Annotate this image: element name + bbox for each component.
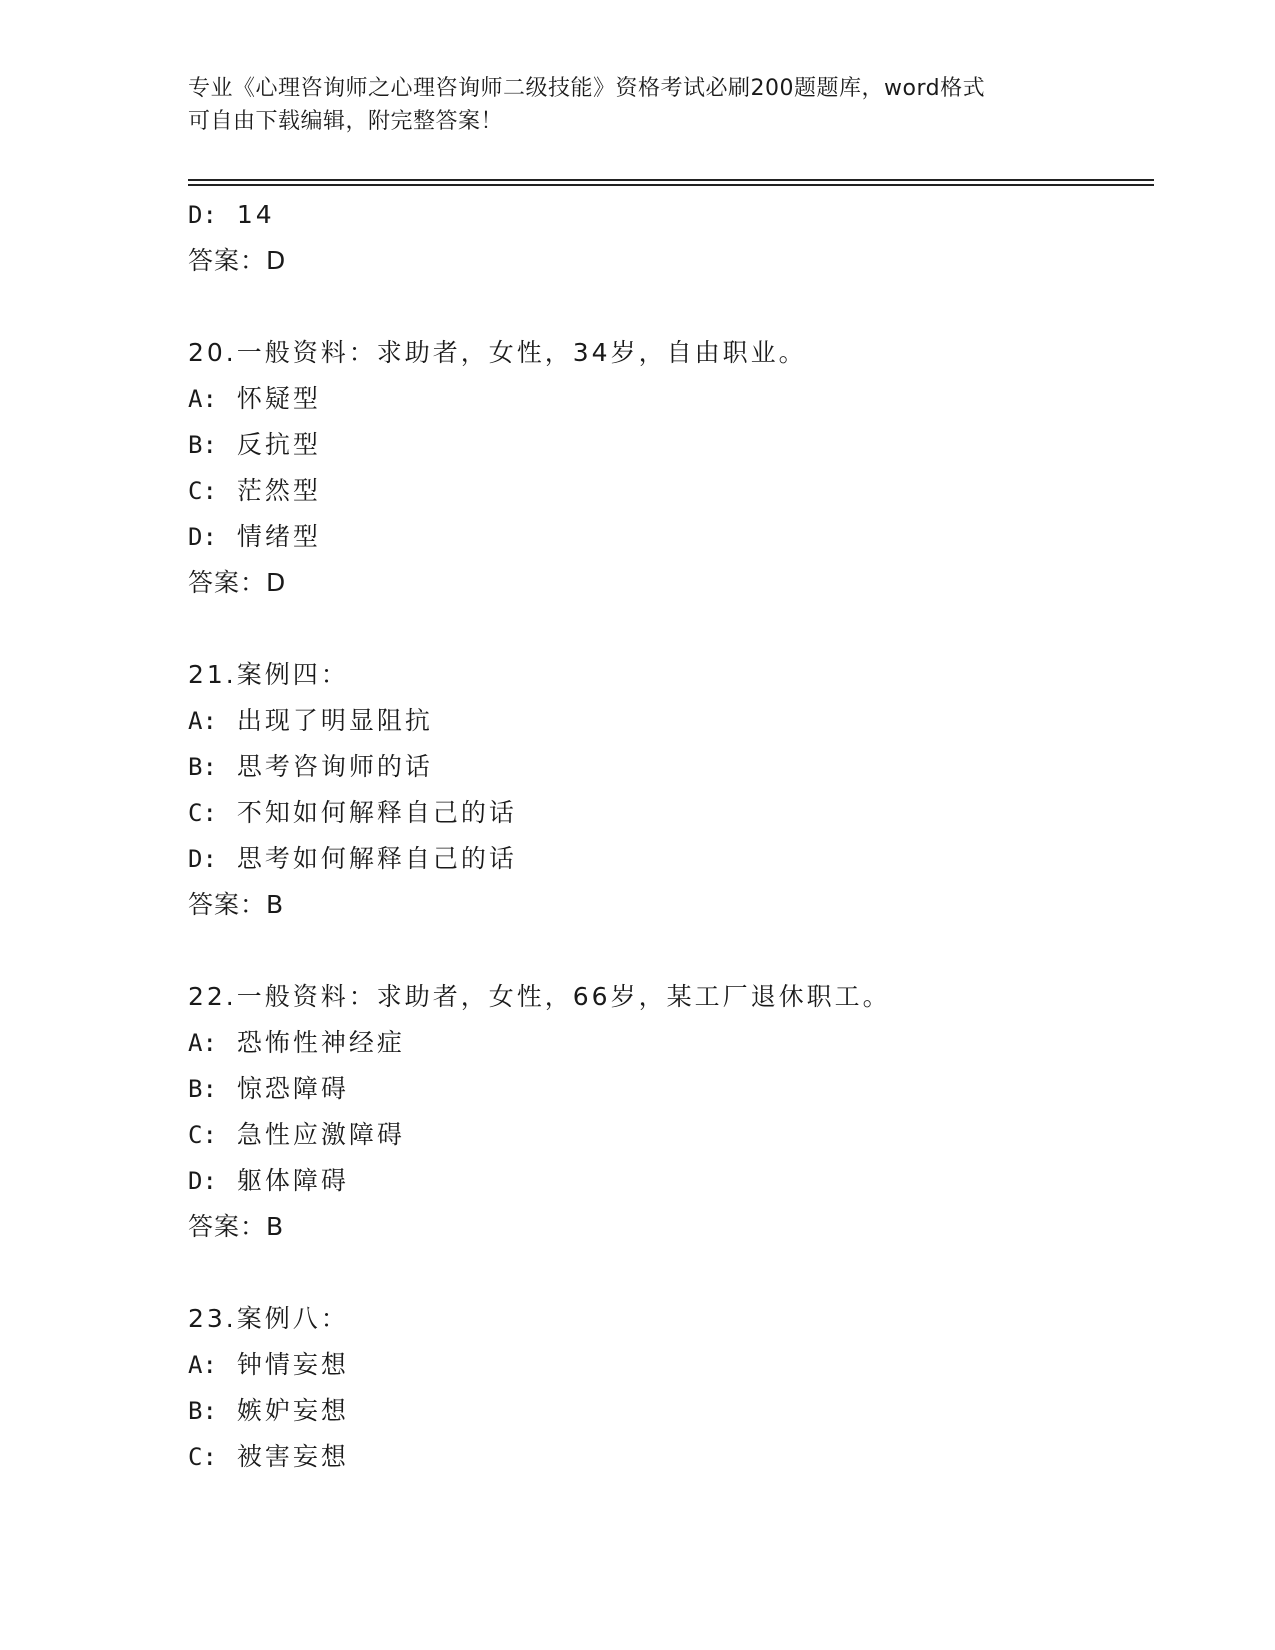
option-key: B:: [188, 1075, 217, 1103]
option-text: 急性应激障碍: [236, 1120, 405, 1149]
question-stem: 21.案例四：: [188, 660, 349, 689]
option-key: C:: [188, 799, 217, 827]
option-line: [188, 1158, 1154, 1204]
option-text: 思考如何解释自己的话: [236, 844, 517, 873]
option-text: 恐怖性神经症: [236, 1028, 405, 1057]
option-key: C:: [188, 477, 217, 505]
option-line: [188, 1434, 1154, 1480]
option-line: [188, 514, 1154, 560]
option-line: [188, 1066, 1154, 1112]
question-23: [188, 1296, 1154, 1480]
answer-line: 答案：B: [188, 890, 285, 919]
question-22: [188, 974, 1154, 1250]
option-text: 钟情妄想: [236, 1350, 349, 1379]
question-20: [188, 330, 1154, 606]
option-key: D:: [188, 1167, 217, 1195]
option-key: A:: [188, 707, 217, 735]
option-text: 嫉妒妄想: [236, 1396, 349, 1425]
option-text: 怀疑型: [236, 384, 321, 413]
answer-line: 答案：B: [188, 1212, 285, 1241]
option-key: D:: [188, 845, 217, 873]
option-text: 思考咨询师的话: [236, 752, 433, 781]
question-19-fragment: [188, 192, 1154, 284]
option-key: A:: [188, 385, 217, 413]
option-line: [188, 1020, 1154, 1066]
question-21: [188, 652, 1154, 928]
header-line-2: 可自由下载编辑，附完整答案！: [188, 109, 504, 134]
option-text: 惊恐障碍: [236, 1074, 349, 1103]
option-text: 不知如何解释自己的话: [236, 798, 517, 827]
option-line: [188, 468, 1154, 514]
question-stem: 22.一般资料：求助者，女性，66岁，某工厂退休职工。: [188, 982, 891, 1011]
option-text: 出现了明显阻抗: [236, 706, 433, 735]
answer-line: 答案：D: [188, 246, 287, 275]
option-line: [188, 192, 1154, 238]
option-key: B:: [188, 753, 217, 781]
question-stem: 20.一般资料：求助者，女性，34岁，自由职业。: [188, 338, 807, 367]
option-text: 躯体障碍: [236, 1166, 349, 1195]
option-key: B:: [188, 431, 217, 459]
option-text: 茫然型: [236, 476, 321, 505]
option-text: 14: [236, 200, 275, 229]
option-line: [188, 744, 1154, 790]
question-list: [188, 192, 1154, 1480]
header-divider-top: [188, 179, 1154, 181]
option-key: D:: [188, 523, 217, 551]
option-key: A:: [188, 1029, 217, 1057]
answer-line: 答案：D: [188, 568, 287, 597]
option-line: [188, 1388, 1154, 1434]
header-line-1: 专业《心理咨询师之心理咨询师二级技能》资格考试必刷200题题库，word格式: [188, 76, 986, 101]
option-key: C:: [188, 1121, 217, 1149]
option-key: B:: [188, 1397, 217, 1425]
option-text: 反抗型: [236, 430, 321, 459]
header-divider-bottom: [188, 184, 1154, 186]
option-line: [188, 698, 1154, 744]
option-line: [188, 422, 1154, 468]
option-key: A:: [188, 1351, 217, 1379]
option-line: [188, 376, 1154, 422]
option-line: [188, 836, 1154, 882]
question-stem: 23.案例八：: [188, 1304, 349, 1333]
option-key: C:: [188, 1443, 217, 1471]
document-header: [188, 72, 1088, 138]
option-text: 情绪型: [236, 522, 321, 551]
option-line: [188, 1112, 1154, 1158]
option-line: [188, 790, 1154, 836]
option-line: [188, 1342, 1154, 1388]
option-key: D:: [188, 201, 217, 229]
option-text: 被害妄想: [236, 1442, 349, 1471]
